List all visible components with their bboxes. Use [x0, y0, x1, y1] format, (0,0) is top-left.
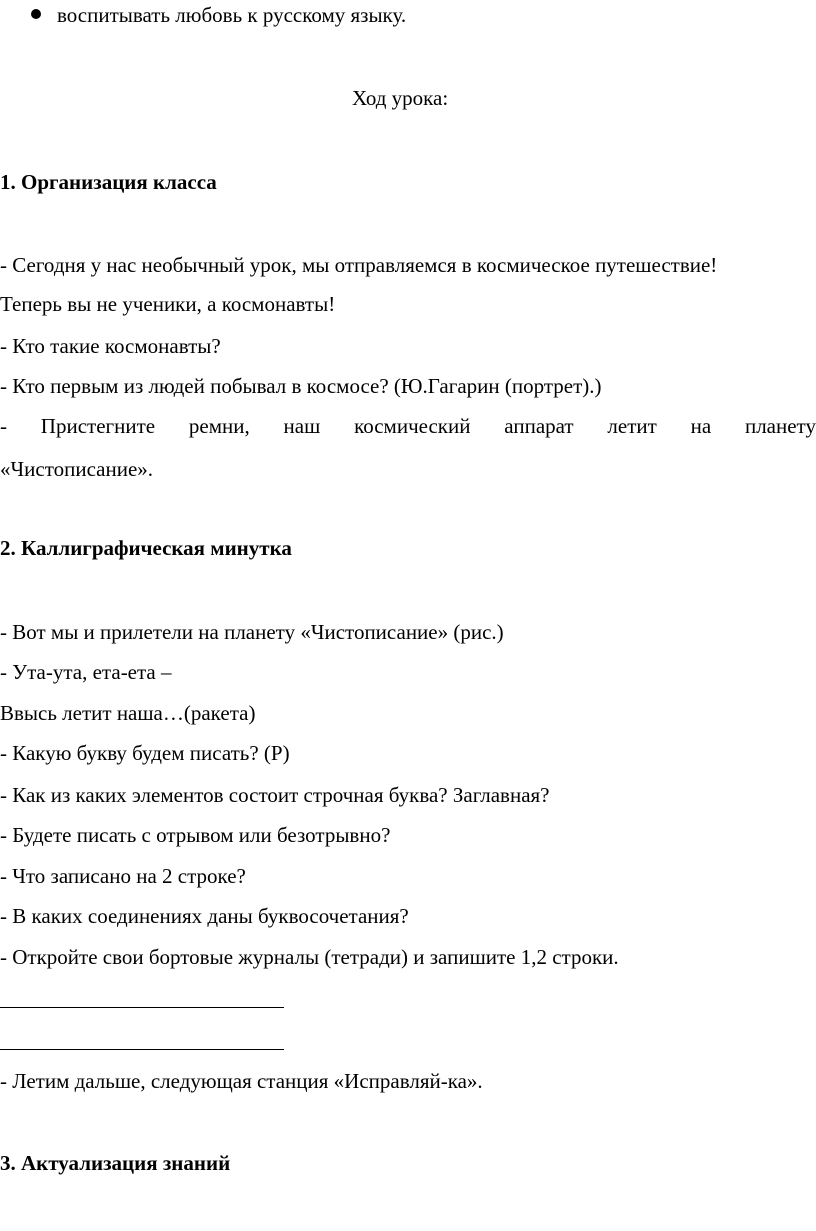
- paragraph-line: - Что записано на 2 строке?: [0, 864, 246, 888]
- paragraph-line: - Сегодня у нас необычный урок, мы отправляемся в космическое путешествие!: [0, 253, 718, 277]
- paragraph-line: - Вот мы и прилетели на планету «Чистописание» (рис.): [0, 620, 504, 644]
- paragraph-line: - Кто такие космонавты?: [0, 334, 221, 358]
- word: Пристегните: [40, 414, 156, 438]
- justified-line: [0, 413, 816, 439]
- writing-rule-line: [0, 1049, 284, 1050]
- bullet-dot-icon: [31, 9, 41, 19]
- word: космический: [354, 414, 471, 438]
- paragraph-line: Теперь вы не ученики, а космонавты!: [0, 292, 336, 316]
- paragraph-line: - Откройте свои бортовые журналы (тетради) и запишите 1,2 строки.: [0, 945, 619, 969]
- bullet-text: воспитывать любовь к русскому языку.: [57, 3, 407, 27]
- word: -: [0, 414, 7, 438]
- section-1-heading: 1. Организация класса: [0, 170, 217, 194]
- word: летит: [607, 414, 657, 438]
- section-2-heading: 2. Каллиграфическая минутка: [0, 536, 292, 560]
- lesson-title: Ход урока:: [352, 86, 449, 110]
- word: на: [690, 414, 712, 438]
- word: ремни,: [188, 414, 250, 438]
- word: наш: [283, 414, 321, 438]
- paragraph-line: - В каких соединениях даны буквосочетания?: [0, 904, 409, 928]
- writing-rule-line: [0, 1007, 284, 1008]
- section-3-heading: 3. Актуализация знаний: [0, 1151, 231, 1175]
- paragraph-line: - Летим дальше, следующая станция «Исправляй-ка».: [0, 1069, 483, 1093]
- paragraph-line: - Будете писать с отрывом или безотрывно?: [0, 823, 391, 847]
- paragraph-line: Ввысь летит наша…(ракета): [0, 701, 256, 725]
- paragraph-line: - Ута-ута, ета-ета –: [0, 660, 172, 684]
- paragraph-line: - Кто первым из людей побывал в космосе? (Ю.Гагарин (портрет).): [0, 374, 602, 398]
- paragraph-line: - Как из каких элементов состоит строчная буква? Заглавная?: [0, 783, 550, 807]
- word: аппарат: [504, 414, 574, 438]
- word: планету: [744, 414, 816, 438]
- paragraph-line: - Какую букву будем писать? (Р): [0, 741, 290, 765]
- paragraph-line: «Чистописание».: [0, 457, 154, 481]
